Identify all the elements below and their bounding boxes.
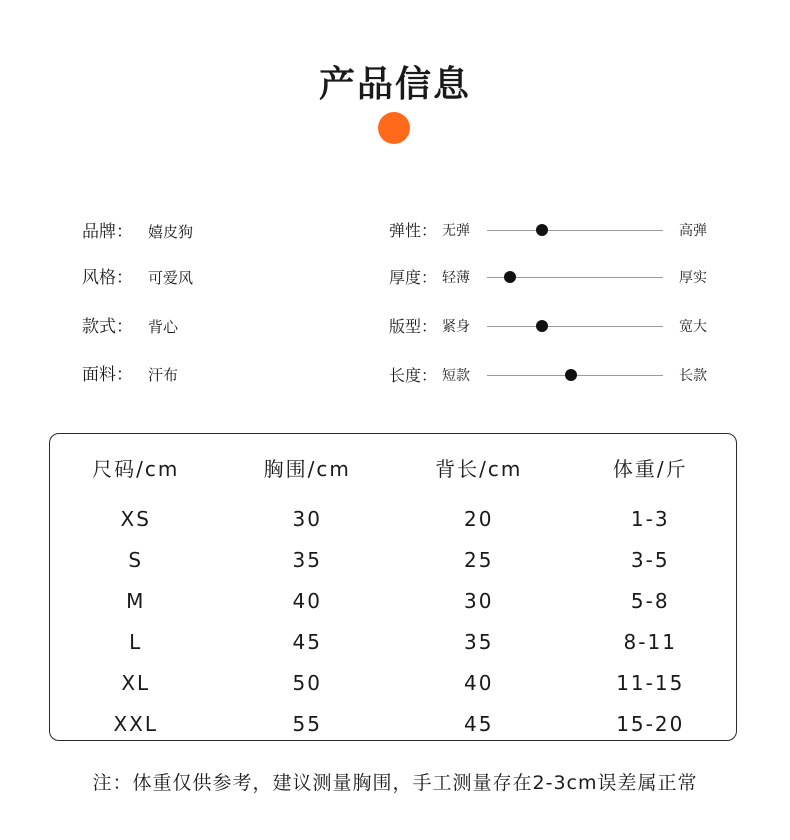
scale-label: 弹性： [389, 221, 438, 240]
info-label: 品牌： [82, 222, 133, 242]
table-header-row [50, 434, 736, 498]
scale-track [487, 230, 663, 231]
scale-high-label: 高弹 [679, 223, 707, 239]
scale-label: 长度： [389, 366, 438, 385]
table-cell: XL [121, 670, 151, 695]
scale-row-length [0, 364, 790, 388]
info-label: 款式： [82, 317, 133, 337]
info-value: 嬉皮狗 [148, 223, 194, 241]
table-cell: 45 [292, 629, 322, 654]
scale-high-label: 宽大 [679, 319, 707, 335]
table-cell: 5-8 [630, 588, 670, 613]
size-note: 注：体重仅供参考，建议测量胸围，手工测量存在2-3cm误差属正常 [92, 772, 698, 794]
size-table-box [49, 433, 737, 741]
page-title: 产品信息 [318, 64, 471, 105]
table-cell: 35 [464, 629, 494, 654]
scale-high-label: 长款 [679, 368, 707, 384]
table-cell: 40 [292, 588, 322, 613]
table-row [50, 662, 736, 703]
accent-dot [378, 112, 410, 144]
table-row [50, 498, 736, 539]
table-cell: XXL [113, 711, 159, 736]
table-header-cell: 体重/斤 [612, 456, 688, 481]
table-cell: 30 [464, 588, 494, 613]
table-row [50, 580, 736, 621]
table-cell: 11-15 [616, 670, 685, 695]
info-value: 汗布 [148, 366, 179, 384]
table-header-cell: 尺码/cm [92, 456, 180, 481]
info-label: 面料： [82, 365, 133, 385]
table-cell: S [128, 547, 144, 572]
table-row [50, 703, 736, 744]
scale-knob [565, 369, 577, 381]
table-cell: 1-3 [630, 506, 670, 531]
table-header-cell: 背长/cm [435, 456, 523, 481]
scale-track [487, 326, 663, 327]
scale-track [487, 375, 663, 376]
size-table [50, 434, 736, 744]
scale-row-fit [0, 315, 790, 339]
table-cell: XS [120, 506, 151, 531]
scale-row-elasticity [0, 219, 790, 243]
table-cell: 15-20 [616, 711, 685, 736]
scale-low-label: 轻薄 [442, 270, 470, 286]
table-cell: 25 [464, 547, 494, 572]
table-cell: 40 [464, 670, 494, 695]
table-header-cell: 胸围/cm [263, 456, 351, 481]
info-label: 风格： [82, 268, 133, 288]
table-cell: 45 [464, 711, 494, 736]
table-cell: 30 [292, 506, 322, 531]
scale-high-label: 厚实 [679, 270, 707, 286]
scale-track [487, 277, 663, 278]
table-cell: 3-5 [630, 547, 670, 572]
info-value: 可爱风 [148, 269, 194, 287]
scale-row-thickness [0, 266, 790, 290]
scale-knob [504, 271, 516, 283]
table-row [50, 621, 736, 662]
scale-label: 版型： [389, 317, 438, 336]
table-cell: 8-11 [623, 629, 677, 654]
scale-low-label: 紧身 [442, 319, 470, 335]
table-cell: 50 [292, 670, 322, 695]
table-cell: M [126, 588, 146, 613]
table-cell: L [129, 629, 143, 654]
scale-knob [536, 224, 548, 236]
scale-knob [536, 320, 548, 332]
table-cell: 35 [292, 547, 322, 572]
table-row [50, 539, 736, 580]
scale-low-label: 无弹 [442, 223, 470, 239]
scale-low-label: 短款 [442, 368, 470, 384]
table-cell: 55 [292, 711, 322, 736]
table-cell: 20 [464, 506, 494, 531]
scale-label: 厚度： [389, 268, 438, 287]
info-value: 背心 [148, 318, 179, 336]
